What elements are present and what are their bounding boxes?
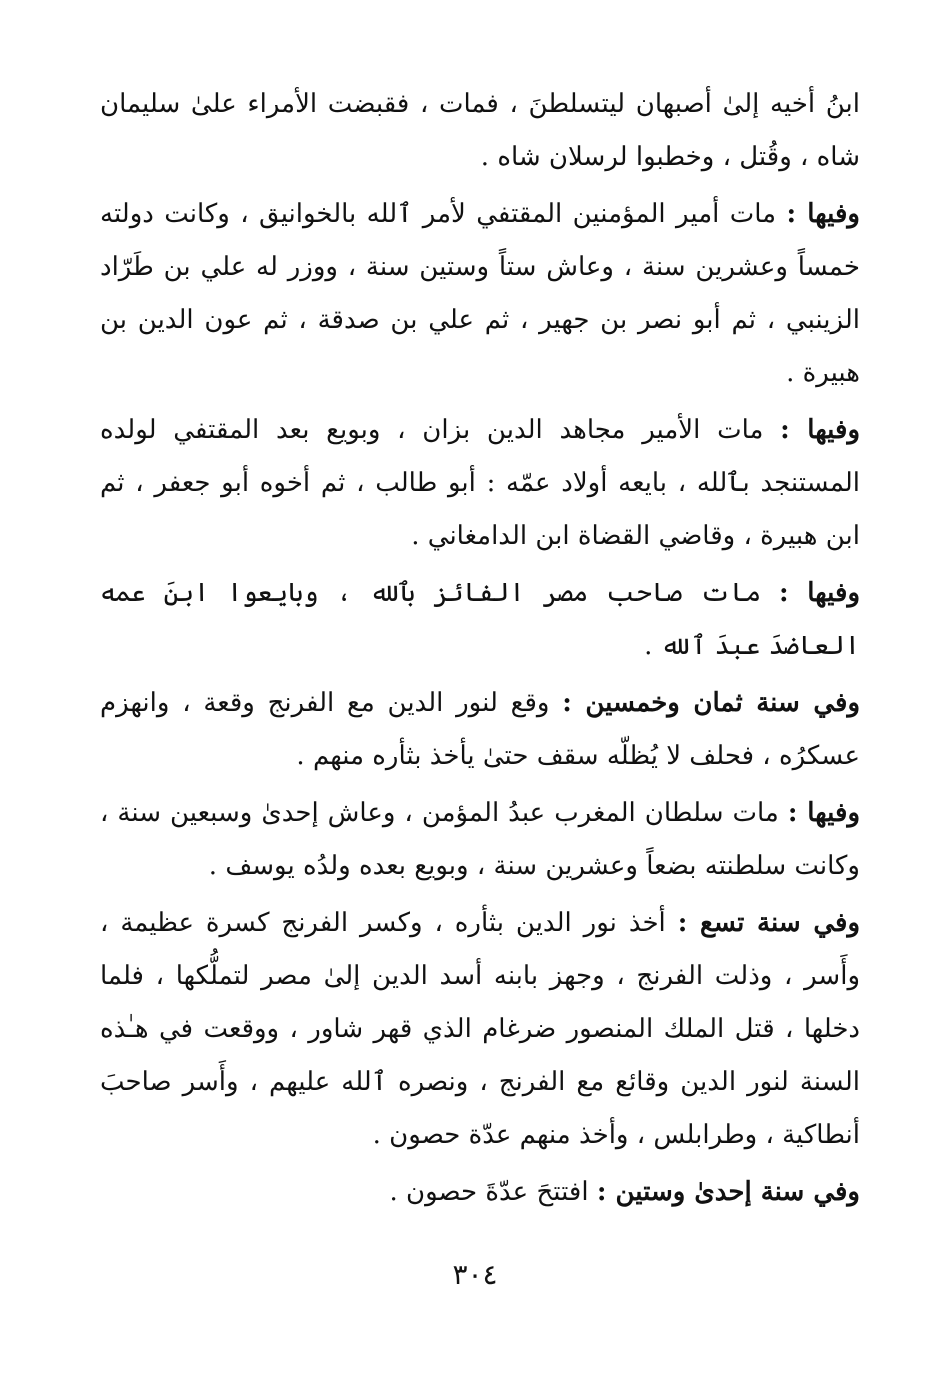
paragraph-text: مات أمير المؤمنين المقتفي لأمر ٱلله بالخوانيق ، وكانت دولته خمساً وعشرين سنة ، وعاش ستاً وستين سنة ، ووزر له علي بن طَرّاد الزينبي ، ثم أبو نصر بن جهير ، ثم علي بن صدقة ، ثم عون الدين بن هبيرة . [100, 199, 860, 388]
paragraph-text: افتتحَ عدّةَ حصون . [389, 1177, 597, 1207]
paragraph-lead: وفيها : [780, 415, 861, 445]
paragraph [100, 567, 860, 673]
paragraph [100, 897, 860, 1162]
page-number: ٣٠٤ [452, 1258, 498, 1291]
paragraph-text: مات سلطان المغرب عبدُ المؤمن ، وعاش إحدىٰ وسبعين سنة ، وكانت سلطنته بضعاً وعشرين سنة ، وبويع بعده ولدُه يوسف . [100, 798, 860, 881]
paragraph-lead: وفيها : [778, 578, 860, 608]
paragraph-text: مات الأمير مجاهد الدين بزان ، وبويع بعد المقتفي لولده المستنجد بٱلله ، بايعه أولاد عمّه : أبو طالب ، ثم أخوه أبو جعفر ، ثم ابن هبيرة ، وقاضي القضاة ابن الدامغاني . [100, 415, 860, 551]
paragraph-lead: وفيها : [787, 798, 860, 828]
paragraph-lead: وفي سنة تسع : [677, 908, 860, 938]
paragraph-text: ابنُ أخيه إلىٰ أصبهان ليتسلطنَ ، فمات ، فقبضت الأمراء علىٰ سليمان شاه ، وقُتل ، وخطبوا لرسلان شاه . [100, 89, 860, 172]
paragraph-lead: وفي سنة ثمان وخمسين : [562, 688, 861, 718]
paragraph-lead: وفيها : [786, 199, 860, 229]
paragraph-lead: وفي سنة إحدىٰ وستين : [596, 1177, 860, 1207]
paragraph [100, 677, 860, 783]
paragraph [100, 404, 860, 563]
paragraph [100, 1166, 860, 1219]
paragraph-text: وقع لنور الدين مع الفرنج وقعة ، وانهزم عسكرُه ، فحلف لا يُظلّه سقف حتىٰ يأخذ بثأره منهم . [100, 688, 860, 771]
page-body [100, 78, 860, 1219]
paragraph [100, 78, 860, 184]
paragraph-text: مات صاحب مصر الفائز بٱلله ، وبايعوا ابنَ عمه العاضدَ عبدَ ٱلله . [100, 578, 860, 661]
paragraph [100, 188, 860, 400]
paragraph [100, 787, 860, 893]
paragraph-text: أخذ نور الدين بثأره ، وكسر الفرنج كسرة عظيمة ، وأَسر ، وذلت الفرنج ، وجهز بابنه أسد الدين إلىٰ مصر لتملُّكها ، فلما دخلها ، قتل الملك المنصور ضرغام الذي قهر شاور ، ووقعت في هـٰذه السنة لنور الدين وقائع مع الفرنج ، ونصره ٱلله عليهم ، وأَسر صاحبَ أنطاكية ، وطرابلس ، وأخذ منهم عدّة حصون . [100, 908, 860, 1150]
